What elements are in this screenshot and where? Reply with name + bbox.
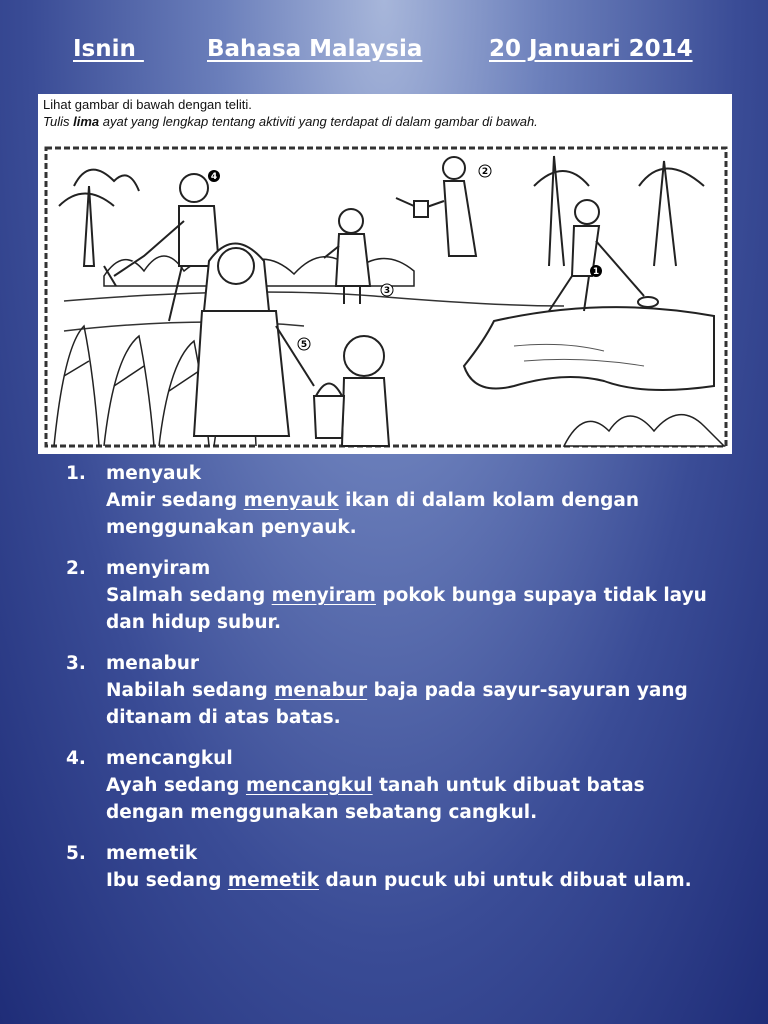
sentence-after: tanah untuk dibuat batas dengan menggunakan sebatang cangkul. <box>106 775 645 823</box>
sentence-underlined-verb: menyauk <box>243 490 339 511</box>
page-header <box>0 36 768 72</box>
header-subject: Bahasa Malaysia <box>207 36 423 62</box>
instruction-line-1: Lihat gambar di bawah dengan teliti. <box>43 97 252 112</box>
answer-body <box>106 650 726 731</box>
answer-item-4 <box>66 745 726 826</box>
sentence-before: Salmah sedang <box>106 585 272 606</box>
answer-item-5 <box>66 840 726 894</box>
worksheet-image <box>38 94 732 454</box>
answer-keyword: menabur <box>106 653 200 674</box>
answer-sentence <box>106 867 726 894</box>
answer-body <box>106 555 726 636</box>
answer-number: 3. <box>66 653 86 674</box>
sentence-after: ikan di dalam kolam dengan menggunakan penyauk. <box>106 490 640 538</box>
answer-item-2 <box>66 555 726 636</box>
instruction-post: ayat yang lengkap tentang aktiviti yang terdapat di dalam gambar di bawah. <box>99 114 538 129</box>
sentence-after: baja pada sayur-sayuran yang ditanam di atas batas. <box>106 680 688 728</box>
instruction-line-2 <box>43 113 538 130</box>
sentence-before: Ibu sedang <box>106 870 228 891</box>
sentence-before: Amir sedang <box>106 490 244 511</box>
answer-sentence <box>106 582 726 636</box>
answer-body <box>106 745 726 826</box>
sentence-after: pokok bunga supaya tidak layu dan hidup subur. <box>106 585 707 633</box>
answer-number: 1. <box>66 463 86 484</box>
instruction-bold: lima <box>73 114 100 129</box>
answer-keyword: menyauk <box>106 463 202 484</box>
sentence-underlined-verb: menyiram <box>271 585 376 606</box>
header-date: 20 Januari 2014 <box>489 36 693 62</box>
answer-sentence <box>106 772 726 826</box>
answer-keyword: mencangkul <box>106 748 233 769</box>
sentence-underlined-verb: mencangkul <box>245 775 373 796</box>
header-day: Isnin <box>73 36 144 62</box>
activity-scene-illustration <box>44 146 728 448</box>
instruction-pre: Tulis <box>43 114 74 129</box>
answer-item-1 <box>66 460 726 541</box>
answer-keyword: memetik <box>106 843 198 864</box>
marker-5-label: 5 <box>300 340 308 350</box>
answer-item-3 <box>66 650 726 731</box>
sentence-after: daun pucuk ubi untuk dibuat ulam. <box>319 870 692 891</box>
marker-4-label: 4 <box>210 172 218 182</box>
answer-number: 2. <box>66 558 86 579</box>
sentence-underlined-verb: memetik <box>227 870 320 891</box>
answer-number: 4. <box>66 748 86 769</box>
worksheet-instructions <box>43 96 538 130</box>
answer-sentence <box>106 677 726 731</box>
sentence-before: Nabilah sedang <box>106 680 275 701</box>
answer-list <box>66 460 726 908</box>
answer-body <box>106 840 726 894</box>
sentence-underlined-verb: menabur <box>274 680 368 701</box>
sentence-before: Ayah sedang <box>106 775 246 796</box>
marker-1-label: 1 <box>592 267 600 277</box>
marker-3-label: 3 <box>383 286 391 296</box>
answer-body <box>106 460 726 541</box>
marker-2-label: 2 <box>481 167 489 177</box>
pond <box>464 307 714 390</box>
answer-number: 5. <box>66 843 86 864</box>
answer-sentence <box>106 487 726 541</box>
answer-keyword: menyiram <box>106 558 211 579</box>
